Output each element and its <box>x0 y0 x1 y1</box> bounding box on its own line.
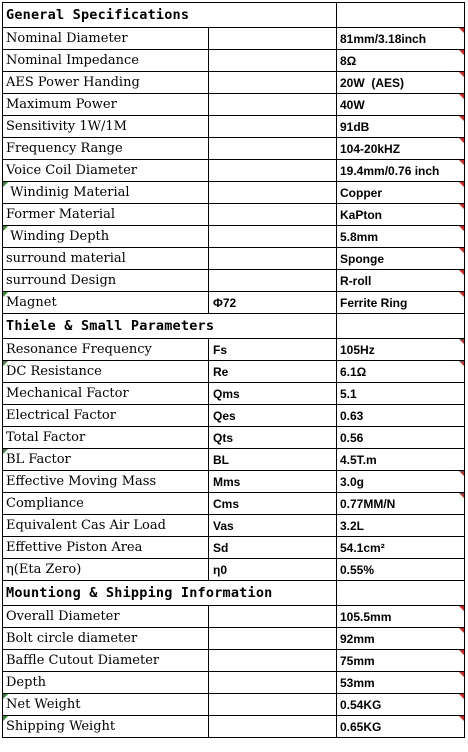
comment-marker-icon <box>459 116 464 121</box>
spec-row-baffle-cutout-diameter <box>3 650 465 672</box>
spec-symbol-cell[interactable] <box>209 72 337 94</box>
spec-value: 5.1 <box>340 386 357 401</box>
error-marker-icon <box>3 182 8 187</box>
spec-label: AES Power Handing <box>6 75 140 90</box>
spec-row-shipping-weight <box>3 716 465 738</box>
spec-value: 5.8mm <box>340 229 379 244</box>
spec-value-cell[interactable] <box>337 559 465 581</box>
comment-marker-icon <box>459 204 464 209</box>
spec-row-nominal-diameter <box>3 28 465 50</box>
section-title: Thiele & Small Parameters <box>3 314 337 339</box>
spec-row-sensitivity-1w-1m <box>3 116 465 138</box>
spec-label-cell[interactable] <box>3 182 209 204</box>
spec-label: Nominal Diameter <box>6 31 128 46</box>
spec-value: 6.1Ω <box>340 364 367 379</box>
spec-row-effective-moving-mass <box>3 471 465 493</box>
spec-label: Effective Moving Mass <box>6 474 157 489</box>
spec-symbol-cell[interactable]: Φ72 <box>209 292 337 314</box>
spec-label: Nominal Impedance <box>6 53 139 68</box>
spec-value-cell[interactable] <box>337 72 465 94</box>
spec-label: Resonance Frequency <box>6 342 152 357</box>
spec-symbol-cell[interactable] <box>209 182 337 204</box>
spec-value: 105Hz <box>340 342 375 357</box>
spec-symbol-cell[interactable]: Fs <box>209 339 337 361</box>
spec-label-cell[interactable] <box>3 672 209 694</box>
spec-value: 75mm <box>340 653 375 668</box>
spec-label: DC Resistance <box>6 364 102 379</box>
spec-symbol-cell[interactable]: Vas <box>209 515 337 537</box>
section-header-blank-cell[interactable] <box>337 581 465 606</box>
spec-label-cell[interactable] <box>3 138 209 160</box>
spec-row-frequency-range <box>3 138 465 160</box>
spec-value-cell[interactable] <box>337 383 465 405</box>
spec-row-net-weight <box>3 694 465 716</box>
spec-label: Former Material <box>6 207 115 222</box>
spec-label: Shipping Weight <box>6 719 116 734</box>
error-marker-icon <box>3 694 8 699</box>
spec-label: Overall Diameter <box>6 609 120 624</box>
spec-symbol-cell[interactable] <box>209 270 337 292</box>
spec-row-bolt-circle-diameter <box>3 628 465 650</box>
spec-label-cell[interactable] <box>3 628 209 650</box>
spec-row-mechanical-factor <box>3 383 465 405</box>
section-title: Mountiong & Shipping Information <box>3 581 337 606</box>
spec-row-overall-diameter <box>3 606 465 628</box>
comment-marker-icon <box>459 160 464 165</box>
spec-row-resonance-frequency <box>3 339 465 361</box>
comment-marker-icon <box>459 650 464 655</box>
spec-row-windinig-material <box>3 182 465 204</box>
spec-label-cell[interactable] <box>3 471 209 493</box>
spec-symbol-cell[interactable] <box>209 248 337 270</box>
spec-symbol-cell[interactable] <box>209 50 337 72</box>
error-marker-icon <box>3 449 8 454</box>
spec-label-cell[interactable] <box>3 339 209 361</box>
spec-label-cell[interactable] <box>3 493 209 515</box>
spec-label-cell[interactable] <box>3 248 209 270</box>
spec-label: Compliance <box>6 496 84 511</box>
spec-value: 81mm/3.18inch <box>340 31 427 46</box>
spec-row-former-material <box>3 204 465 226</box>
spec-value-cell[interactable] <box>337 204 465 226</box>
spec-label-cell[interactable] <box>3 449 209 471</box>
error-marker-icon <box>3 226 8 231</box>
comment-marker-icon <box>459 493 464 498</box>
spec-label: Net Weight <box>6 697 81 712</box>
spec-symbol-cell[interactable] <box>209 606 337 628</box>
spec-label-cell[interactable] <box>3 537 209 559</box>
spec-label: surround Design <box>6 273 117 288</box>
spec-label-cell[interactable] <box>3 650 209 672</box>
spec-value: 0.56 <box>340 430 364 445</box>
spec-row-nominal-impedance <box>3 50 465 72</box>
spec-symbol-cell[interactable] <box>209 116 337 138</box>
spec-label-cell[interactable] <box>3 405 209 427</box>
spec-value: 19.4mm/0.76 inch <box>340 163 440 178</box>
spec-label-cell[interactable] <box>3 606 209 628</box>
spec-label: Maximum Power <box>6 97 117 112</box>
spec-value-cell[interactable] <box>337 28 465 50</box>
spec-value: 0.54KG <box>340 697 382 712</box>
spec-symbol-cell[interactable]: Qms <box>209 383 337 405</box>
spec-symbol-cell[interactable] <box>209 28 337 50</box>
comment-marker-icon <box>459 292 464 297</box>
spec-value: 20W (AES) <box>340 75 405 90</box>
comment-marker-icon <box>459 50 464 55</box>
spec-row-maximum-power <box>3 94 465 116</box>
spec-label: Sensitivity 1W/1M <box>6 119 127 134</box>
spec-value: 53mm <box>340 675 375 690</box>
spec-value-cell[interactable] <box>337 138 465 160</box>
spec-label-cell[interactable] <box>3 716 209 738</box>
spec-value: KaPton <box>340 207 382 222</box>
spec-value: 0.65KG <box>340 719 382 734</box>
spec-value: 40W <box>340 97 365 112</box>
spec-label: η(Eta Zero) <box>6 562 82 577</box>
spec-value: 0.55% <box>340 562 375 577</box>
spec-value: 3.2L <box>340 518 365 533</box>
spec-value-cell[interactable] <box>337 160 465 182</box>
spec-value-cell[interactable] <box>337 515 465 537</box>
comment-marker-icon <box>459 672 464 677</box>
comment-marker-icon <box>459 471 464 476</box>
spec-row-depth <box>3 672 465 694</box>
section-header-blank-cell[interactable] <box>337 3 465 28</box>
spec-symbol-cell[interactable] <box>209 672 337 694</box>
spec-row-magnet <box>3 292 465 314</box>
comment-marker-icon <box>459 94 464 99</box>
spec-value-cell[interactable] <box>337 182 465 204</box>
spec-row-voice-coil-diameter <box>3 160 465 182</box>
spec-label: BL Factor <box>6 452 71 467</box>
spec-row-dc-resistance <box>3 361 465 383</box>
spec-label-cell[interactable] <box>3 226 209 248</box>
spec-label: Windinig Material <box>6 185 130 200</box>
comment-marker-icon <box>459 361 464 366</box>
spec-value-cell[interactable] <box>337 292 465 314</box>
section-title: General Specifications <box>3 3 337 28</box>
spec-symbol-cell[interactable]: Re <box>209 361 337 383</box>
spec-symbol-cell[interactable]: Sd <box>209 537 337 559</box>
spec-value-cell[interactable] <box>337 248 465 270</box>
spec-symbol-cell[interactable] <box>209 160 337 182</box>
spec-value-cell[interactable] <box>337 270 465 292</box>
comment-marker-icon <box>459 226 464 231</box>
spec-row-effettive-piston-area <box>3 537 465 559</box>
spec-label: Mechanical Factor <box>6 386 129 401</box>
spec-row-surround-material <box>3 248 465 270</box>
spec-value: 92mm <box>340 631 375 646</box>
spec-symbol-cell[interactable] <box>209 204 337 226</box>
spec-row-winding-depth <box>3 226 465 248</box>
spec-label-cell[interactable] <box>3 116 209 138</box>
spec-row-electrical-factor <box>3 405 465 427</box>
section-header <box>3 3 465 28</box>
spec-value: 0.77MM/N <box>340 496 396 511</box>
spec-label: Equivalent Cas Air Load <box>6 518 166 533</box>
spec-label: Frequency Range <box>6 141 123 156</box>
spec-label-cell[interactable] <box>3 72 209 94</box>
spec-label: Total Factor <box>6 430 86 445</box>
spec-label-cell[interactable] <box>3 694 209 716</box>
spec-value-cell[interactable] <box>337 339 465 361</box>
spec-label-cell[interactable] <box>3 204 209 226</box>
comment-marker-icon <box>459 182 464 187</box>
spec-label: Winding Depth <box>6 229 110 244</box>
spec-label-cell[interactable] <box>3 270 209 292</box>
spec-value: 91dB <box>340 119 370 134</box>
spec-row-eta-zero <box>3 559 465 581</box>
spec-label: Magnet <box>6 295 57 310</box>
spec-symbol-cell[interactable]: BL <box>209 449 337 471</box>
spec-value-cell[interactable] <box>337 537 465 559</box>
error-marker-icon <box>3 716 8 721</box>
spec-symbol-cell[interactable]: Mms <box>209 471 337 493</box>
spec-label: Electrical Factor <box>6 408 116 423</box>
spec-value-cell[interactable] <box>337 94 465 116</box>
spec-label-cell[interactable] <box>3 94 209 116</box>
spec-symbol-cell[interactable] <box>209 138 337 160</box>
spec-value: Copper <box>340 185 382 200</box>
comment-marker-icon <box>459 72 464 77</box>
comment-marker-icon <box>459 716 464 721</box>
spec-row-equivalent-cas-air-load <box>3 515 465 537</box>
spec-value-cell[interactable] <box>337 50 465 72</box>
section-header <box>3 581 465 606</box>
spec-label: Bolt circle diameter <box>6 631 138 646</box>
spec-label-cell[interactable] <box>3 383 209 405</box>
spec-value: 105.5mm <box>340 609 392 624</box>
spec-value: 104-20kHZ <box>340 141 401 156</box>
error-marker-icon <box>3 292 8 297</box>
comment-marker-icon <box>459 694 464 699</box>
spec-value-cell[interactable] <box>337 650 465 672</box>
spec-row-bl-factor <box>3 449 465 471</box>
spec-value-cell[interactable] <box>337 471 465 493</box>
spec-value-cell[interactable] <box>337 361 465 383</box>
spec-value: 4.5T.m <box>340 452 377 467</box>
comment-marker-icon <box>459 28 464 33</box>
spec-value: Sponge <box>340 251 384 266</box>
spec-value-cell[interactable] <box>337 226 465 248</box>
spec-label-cell[interactable] <box>3 292 209 314</box>
comment-marker-icon <box>459 339 464 344</box>
spec-sheet <box>2 2 465 738</box>
spec-symbol-cell[interactable] <box>209 94 337 116</box>
error-marker-icon <box>3 361 8 366</box>
comment-marker-icon <box>459 138 464 143</box>
spec-value-cell[interactable] <box>337 694 465 716</box>
section-header <box>3 314 465 339</box>
spec-sheet-body <box>3 3 465 738</box>
spec-symbol-cell[interactable] <box>209 650 337 672</box>
spec-label: Effettive Piston Area <box>6 540 143 555</box>
spec-value-cell[interactable] <box>337 405 465 427</box>
spec-label-cell[interactable] <box>3 160 209 182</box>
spec-label-cell[interactable] <box>3 559 209 581</box>
spec-symbol-cell[interactable] <box>209 226 337 248</box>
comment-marker-icon <box>459 606 464 611</box>
spec-row-aes-power-handing <box>3 72 465 94</box>
spec-label: Depth <box>6 675 47 690</box>
section-header-blank-cell[interactable] <box>337 314 465 339</box>
spec-label: Baffle Cutout Diameter <box>6 653 160 668</box>
spec-value: 3.0g <box>340 474 365 489</box>
spec-label-cell[interactable] <box>3 50 209 72</box>
spec-value-cell[interactable] <box>337 427 465 449</box>
comment-marker-icon <box>459 248 464 253</box>
comment-marker-icon <box>459 270 464 275</box>
spec-label-cell[interactable] <box>3 361 209 383</box>
spec-symbol-cell[interactable]: Qes <box>209 405 337 427</box>
spec-value-cell[interactable] <box>337 449 465 471</box>
spec-value: Ferrite Ring <box>340 295 408 310</box>
spec-value-cell[interactable] <box>337 116 465 138</box>
spec-value-cell[interactable] <box>337 493 465 515</box>
spec-row-surround-design <box>3 270 465 292</box>
comment-marker-icon <box>459 628 464 633</box>
spec-symbol-cell[interactable] <box>209 694 337 716</box>
spec-symbol-cell[interactable] <box>209 716 337 738</box>
spec-value: 0.63 <box>340 408 364 423</box>
spec-value: 8Ω <box>340 53 357 68</box>
spec-value-cell[interactable] <box>337 628 465 650</box>
spec-row-total-factor <box>3 427 465 449</box>
spec-label: Voice Coil Diameter <box>6 163 137 178</box>
spec-symbol-cell[interactable] <box>209 628 337 650</box>
spec-label-cell[interactable] <box>3 427 209 449</box>
spec-value: R-roll <box>340 273 372 288</box>
spec-symbol-cell[interactable]: η0 <box>209 559 337 581</box>
spec-label: surround material <box>6 251 126 266</box>
spec-value-cell[interactable] <box>337 716 465 738</box>
spec-value-cell[interactable] <box>337 672 465 694</box>
spec-value: 54.1cm² <box>340 540 385 555</box>
spec-symbol-cell[interactable]: Cms <box>209 493 337 515</box>
spec-label-cell[interactable] <box>3 28 209 50</box>
spec-value-cell[interactable] <box>337 606 465 628</box>
spec-symbol-cell[interactable]: Qts <box>209 427 337 449</box>
spec-row-compliance <box>3 493 465 515</box>
spec-label-cell[interactable] <box>3 515 209 537</box>
